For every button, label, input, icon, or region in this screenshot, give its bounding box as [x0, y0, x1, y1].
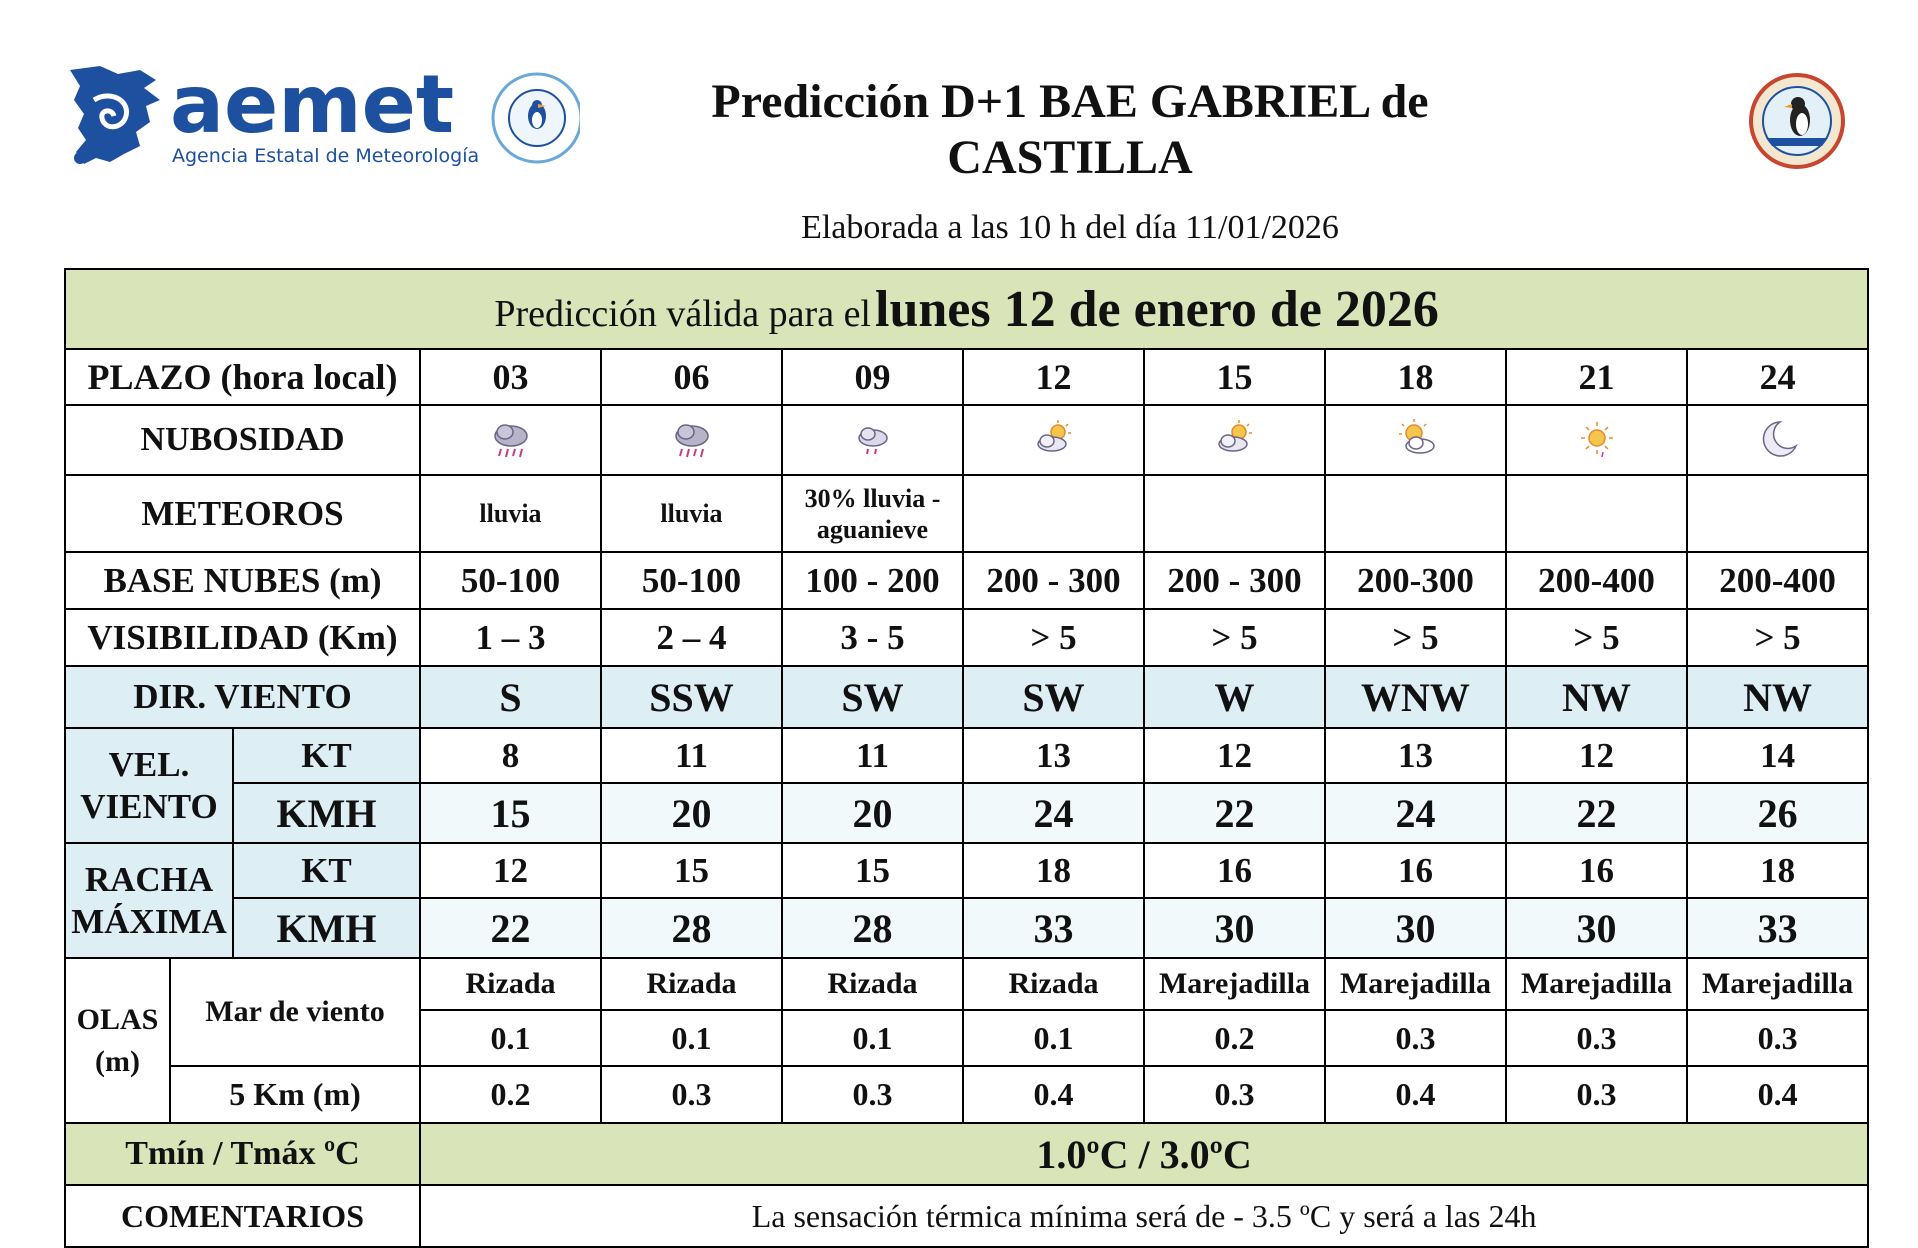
racha-kmh-cell: 28 — [782, 898, 963, 958]
racha-maxima-label: RACHA MÁXIMA — [65, 843, 233, 958]
mar-altura-cell: 0.1 — [601, 1010, 782, 1066]
olas-label: OLAS (m) — [65, 958, 170, 1123]
racha-kt-cell: 18 — [1687, 843, 1868, 898]
vel-kmh-cell: 20 — [782, 783, 963, 843]
racha-kt-cell: 16 — [1325, 843, 1506, 898]
cinco-km-label: 5 Km (m) — [170, 1066, 420, 1123]
olas-5km-cell: 0.4 — [963, 1066, 1144, 1123]
mar-estado-cell: Marejadilla — [1687, 958, 1868, 1010]
hour-cell: 09 — [782, 349, 963, 405]
meteoros-cell — [963, 475, 1144, 552]
unit-kt-label: KT — [233, 728, 420, 783]
olas-5km-cell: 0.2 — [420, 1066, 601, 1123]
base-nubes-cell: 200-300 — [1325, 552, 1506, 609]
plazo-row — [65, 349, 1868, 405]
meteoros-cell: 30% lluvia - aguanieve — [782, 475, 963, 552]
vel-viento-label: VEL. VIENTO — [65, 728, 233, 843]
row-label: Tmín / Tmáx ºC — [65, 1123, 420, 1185]
hour-cell: 15 — [1144, 349, 1325, 405]
vel-kt-cell: 8 — [420, 728, 601, 783]
mar-estado-cell: Rizada — [420, 958, 601, 1010]
visibilidad-cell: > 5 — [1144, 609, 1325, 666]
row-label: NUBOSIDAD — [65, 405, 420, 475]
dir-viento-cell: WNW — [1325, 666, 1506, 728]
dir-viento-cell: SW — [782, 666, 963, 728]
mar-altura-cell: 0.3 — [1325, 1010, 1506, 1066]
unit-kmh-label: KMH — [233, 783, 420, 843]
mar-estado-cell: Rizada — [782, 958, 963, 1010]
meteoros-cell — [1506, 475, 1687, 552]
mar-altura-cell: 0.1 — [963, 1010, 1144, 1066]
racha-kt-cell: 16 — [1144, 843, 1325, 898]
meteoros-cell — [1144, 475, 1325, 552]
base-nubes-cell: 50-100 — [420, 552, 601, 609]
vel-kt-cell: 11 — [601, 728, 782, 783]
light-rain-cloud-icon — [849, 416, 897, 464]
visibilidad-cell: > 5 — [1506, 609, 1687, 666]
racha-kmh-cell: 28 — [601, 898, 782, 958]
racha-kt-cell: 15 — [782, 843, 963, 898]
vel-kmh-cell: 24 — [963, 783, 1144, 843]
mar-altura-cell: 0.2 — [1144, 1010, 1325, 1066]
row-label: METEOROS — [65, 475, 420, 552]
mar-estado-cell: Marejadilla — [1325, 958, 1506, 1010]
vel-kt-cell: 11 — [782, 728, 963, 783]
base-nubes-cell: 200-400 — [1687, 552, 1868, 609]
document-header — [0, 0, 1918, 268]
vel-kt-cell: 13 — [1325, 728, 1506, 783]
base-nubes-cell: 200-400 — [1506, 552, 1687, 609]
cloud-cell — [601, 405, 782, 475]
row-label: BASE NUBES (m) — [65, 552, 420, 609]
olas-5km-cell: 0.4 — [1325, 1066, 1506, 1123]
validity-banner — [65, 269, 1868, 349]
cloud-cell — [963, 405, 1144, 475]
olas-5km-cell: 0.4 — [1687, 1066, 1868, 1123]
racha-kmh-cell: 30 — [1506, 898, 1687, 958]
dir-viento-cell: W — [1144, 666, 1325, 728]
cloud-cell — [782, 405, 963, 475]
meteoros-cell — [1687, 475, 1868, 552]
cloud-cell — [420, 405, 601, 475]
vel-kt-cell: 12 — [1144, 728, 1325, 783]
row-label: DIR. VIENTO — [65, 666, 420, 728]
olas-5km-cell: 0.3 — [601, 1066, 782, 1123]
base-emblem — [1748, 72, 1846, 170]
mar-estado-cell: Rizada — [963, 958, 1144, 1010]
validity-date: lunes 12 de enero de 2026 — [875, 280, 1439, 338]
racha-kmh-cell: 30 — [1325, 898, 1506, 958]
visibilidad-cell: > 5 — [1687, 609, 1868, 666]
racha-kmh-row — [65, 898, 1868, 958]
hour-cell: 12 — [963, 349, 1144, 405]
temperatura-value: 1.0ºC / 3.0ºC — [420, 1123, 1868, 1185]
sun-cloud-icon — [1392, 416, 1440, 464]
mar-estado-cell: Marejadilla — [1506, 958, 1687, 1010]
visibilidad-cell: 1 – 3 — [420, 609, 601, 666]
sun-cloud-icon — [1030, 416, 1078, 464]
mar-altura-cell: 0.3 — [1506, 1010, 1687, 1066]
visibilidad-cell: 3 - 5 — [782, 609, 963, 666]
olas-5km-cell: 0.3 — [1506, 1066, 1687, 1123]
mar-altura-cell: 0.1 — [782, 1010, 963, 1066]
sun-icon — [1573, 416, 1621, 464]
rain-cloud-icon — [487, 416, 535, 464]
nubosidad-row — [65, 405, 1868, 475]
temperatura-row — [65, 1123, 1868, 1185]
vel-kmh-cell: 24 — [1325, 783, 1506, 843]
rain-cloud-icon — [668, 416, 716, 464]
vel-kmh-cell: 15 — [420, 783, 601, 843]
racha-kt-row — [65, 843, 1868, 898]
meteoros-cell — [1325, 475, 1506, 552]
dir-viento-cell: SSW — [601, 666, 782, 728]
forecast-table — [64, 268, 1869, 1248]
dir-viento-cell: S — [420, 666, 601, 728]
vel-kmh-cell: 20 — [601, 783, 782, 843]
vel-kmh-cell: 22 — [1506, 783, 1687, 843]
mar-viento-estado-row — [65, 958, 1868, 1010]
hour-cell: 18 — [1325, 349, 1506, 405]
meteoros-row — [65, 475, 1868, 552]
olas-5km-row — [65, 1066, 1868, 1123]
dir-viento-row — [65, 666, 1868, 728]
racha-kt-cell: 15 — [601, 843, 782, 898]
base-nubes-cell: 50-100 — [601, 552, 782, 609]
base-nubes-cell: 200 - 300 — [963, 552, 1144, 609]
olas-5km-cell: 0.3 — [782, 1066, 963, 1123]
svg-text:aemet: aemet — [170, 66, 455, 151]
page-title: Predicción D+1 BAE GABRIEL de CASTILLA — [711, 75, 1429, 184]
visibilidad-cell: > 5 — [1325, 609, 1506, 666]
racha-kmh-cell: 30 — [1144, 898, 1325, 958]
vel-viento-kmh-row — [65, 783, 1868, 843]
racha-kmh-cell: 22 — [420, 898, 601, 958]
visibilidad-row — [65, 609, 1868, 666]
vel-kt-cell: 13 — [963, 728, 1144, 783]
dir-viento-cell: NW — [1687, 666, 1868, 728]
racha-kt-cell: 18 — [963, 843, 1144, 898]
hour-cell: 06 — [601, 349, 782, 405]
racha-kmh-cell: 33 — [963, 898, 1144, 958]
racha-kt-cell: 12 — [420, 843, 601, 898]
vel-kt-cell: 12 — [1506, 728, 1687, 783]
hour-cell: 21 — [1506, 349, 1687, 405]
vel-kmh-cell: 22 — [1144, 783, 1325, 843]
base-nubes-row — [65, 552, 1868, 609]
mar-viento-label: Mar de viento — [170, 958, 420, 1066]
visibilidad-cell: > 5 — [963, 609, 1144, 666]
issued-at-subtitle: Elaborada a las 10 h del día 11/01/2026 — [801, 209, 1339, 246]
comentario-text: La sensación térmica mínima será de - 3.5 ºC y será a las 24h — [420, 1185, 1868, 1247]
mar-altura-cell: 0.3 — [1687, 1010, 1868, 1066]
meteoros-cell: lluvia — [601, 475, 782, 552]
base-nubes-cell: 100 - 200 — [782, 552, 963, 609]
racha-kmh-cell: 33 — [1687, 898, 1868, 958]
dir-viento-cell: SW — [963, 666, 1144, 728]
cloud-cell — [1687, 405, 1868, 475]
cloud-cell — [1144, 405, 1325, 475]
mar-altura-cell: 0.1 — [420, 1010, 601, 1066]
vel-kt-cell: 14 — [1687, 728, 1868, 783]
hour-cell: 03 — [420, 349, 601, 405]
cloud-cell — [1506, 405, 1687, 475]
mar-estado-cell: Rizada — [601, 958, 782, 1010]
vel-kmh-cell: 26 — [1687, 783, 1868, 843]
visibilidad-cell: 2 – 4 — [601, 609, 782, 666]
row-label: VISIBILIDAD (Km) — [65, 609, 420, 666]
racha-kt-cell: 16 — [1506, 843, 1687, 898]
dir-viento-cell: NW — [1506, 666, 1687, 728]
hour-cell: 24 — [1687, 349, 1868, 405]
sun-cloud-icon — [1211, 416, 1259, 464]
comentarios-row — [65, 1185, 1868, 1247]
olas-5km-cell: 0.3 — [1144, 1066, 1325, 1123]
aemet-logo — [70, 66, 580, 176]
svg-text:Agencia Estatal de Meteorologí: Agencia Estatal de Meteorología — [172, 145, 480, 167]
base-nubes-cell: 200 - 300 — [1144, 552, 1325, 609]
unit-kmh-label: KMH — [233, 898, 420, 958]
validity-prefix: Predicción válida para el — [494, 292, 871, 335]
moon-icon — [1754, 416, 1802, 464]
vel-viento-kt-row — [65, 728, 1868, 783]
cloud-cell — [1325, 405, 1506, 475]
row-label: COMENTARIOS — [65, 1185, 420, 1247]
mar-estado-cell: Marejadilla — [1144, 958, 1325, 1010]
unit-kt-label: KT — [233, 843, 420, 898]
row-label: PLAZO (hora local) — [65, 349, 420, 405]
meteoros-cell: lluvia — [420, 475, 601, 552]
antarctic-campaign-badge — [493, 74, 580, 162]
